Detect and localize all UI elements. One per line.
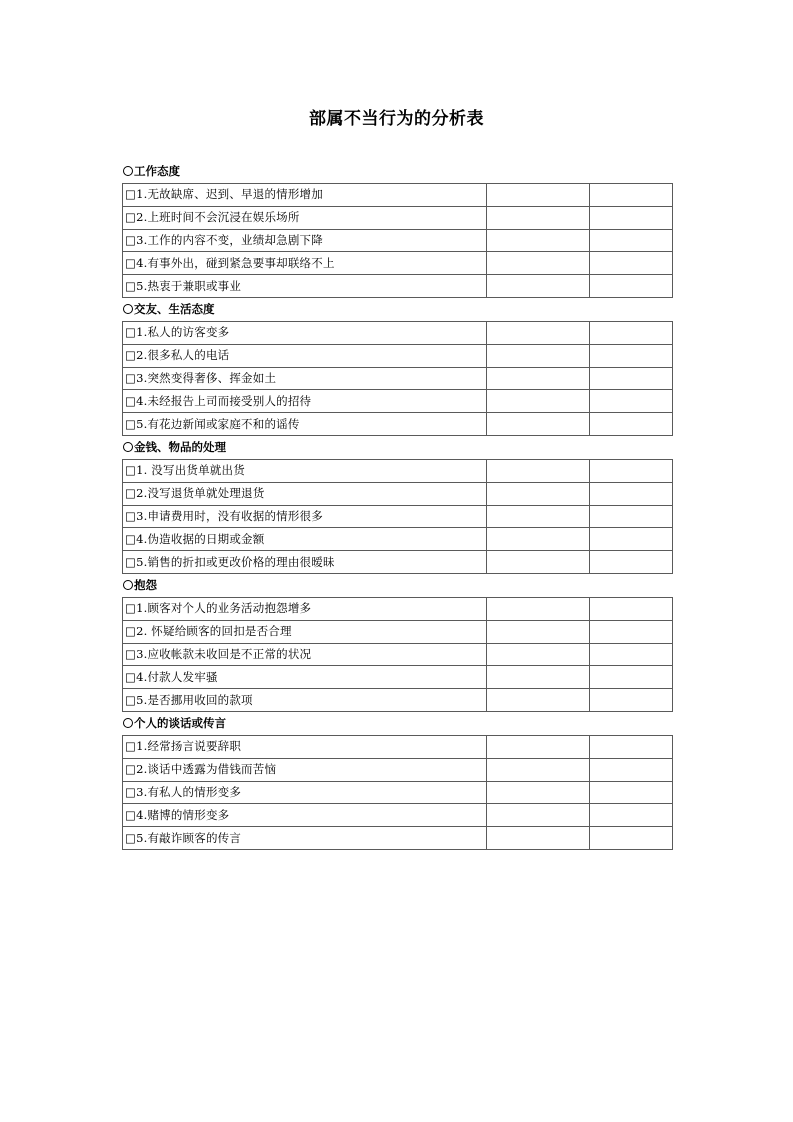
table-row [123,781,673,804]
remark-cell[interactable] [590,735,673,758]
remark-cell[interactable] [590,275,673,298]
item-label: 5.销售的折扣或更改价格的理由很暧昧 [136,554,335,569]
circle-bullet-icon [123,718,133,728]
item-label: 5.有敲诈顾客的传言 [136,830,242,845]
analysis-form [122,160,672,850]
circle-bullet-icon [123,166,133,176]
rating-cell[interactable] [487,229,590,252]
remark-cell[interactable] [590,321,673,344]
remark-cell[interactable] [590,827,673,850]
item-label: 4.有事外出，碰到紧急要事却联络不上 [136,255,335,270]
checkbox-icon[interactable]: □ [125,807,137,822]
table-row [123,390,673,413]
table-row [123,413,673,436]
table-row [123,344,673,367]
checkbox-icon[interactable]: □ [125,278,137,293]
item-label: 1.私人的访客变多 [136,325,230,340]
rating-cell[interactable] [487,781,590,804]
section-heading-social-life [122,298,672,321]
checkbox-icon[interactable]: □ [125,416,137,431]
item-label: 2. 怀疑给顾客的回扣是否合理 [136,624,292,639]
table-row [123,505,673,528]
rating-cell[interactable] [487,597,590,620]
item-cell[interactable] [123,827,487,850]
rating-cell[interactable] [487,689,590,712]
item-cell[interactable] [123,344,487,367]
item-cell[interactable] [123,229,487,252]
remark-cell[interactable] [590,505,673,528]
rating-cell[interactable] [487,390,590,413]
checkbox-icon[interactable]: □ [125,370,137,385]
rating-cell[interactable] [487,344,590,367]
rating-cell[interactable] [487,827,590,850]
item-cell[interactable] [123,413,487,436]
table-row [123,689,673,712]
section-table-complaints [122,597,673,712]
remark-cell[interactable] [590,367,673,390]
table-row [123,666,673,689]
item-cell[interactable] [123,620,487,643]
section-heading-text: 工作态度 [134,164,180,178]
item-cell[interactable] [123,390,487,413]
rating-cell[interactable] [487,413,590,436]
section-heading-work-attitude [122,160,672,183]
item-cell[interactable] [123,689,487,712]
rating-cell[interactable] [487,735,590,758]
checkbox-icon[interactable]: □ [125,393,137,408]
page-title: 部属不当行为的分析表 [309,109,484,129]
remark-cell[interactable] [590,390,673,413]
remark-cell[interactable] [590,620,673,643]
circle-bullet-icon [123,580,133,590]
rating-cell[interactable] [487,184,590,207]
item-label: 1. 没写出货单就出货 [136,463,245,478]
remark-cell[interactable] [590,689,673,712]
item-cell[interactable] [123,758,487,781]
item-cell[interactable] [123,367,487,390]
section-heading-text: 交友、生活态度 [134,301,215,316]
table-row [123,206,673,229]
item-label: 2.很多私人的电话 [136,348,230,363]
table-row [123,758,673,781]
rating-cell[interactable] [487,620,590,643]
rating-cell[interactable] [487,804,590,827]
circle-bullet-icon [123,442,133,452]
section-table-work-attitude [122,183,673,298]
table-row [123,620,673,643]
checkbox-icon[interactable]: □ [125,762,137,777]
item-label: 1.无故缺席、迟到、早退的情形增加 [136,187,323,202]
table-row [123,597,673,620]
item-label: 4.未经报告上司而接受别人的招待 [136,393,312,408]
item-label: 5.热衷于兼职或事业 [136,278,242,293]
table-row [123,184,673,207]
item-label: 3.申请费用时，没有收据的情形很多 [136,508,323,523]
rating-cell[interactable] [487,528,590,551]
remark-cell[interactable] [590,184,673,207]
remark-cell[interactable] [590,758,673,781]
item-cell[interactable] [123,804,487,827]
remark-cell[interactable] [590,413,673,436]
checkbox-icon[interactable]: □ [125,486,137,501]
item-label: 3.有私人的情形变多 [136,784,242,799]
checkbox-icon[interactable]: □ [125,669,137,684]
rating-cell[interactable] [487,758,590,781]
checkbox-icon[interactable]: □ [125,554,137,569]
section-table-social-life [122,321,673,436]
rating-cell[interactable] [487,275,590,298]
item-cell[interactable] [123,184,487,207]
remark-cell[interactable] [590,666,673,689]
item-cell[interactable] [123,781,487,804]
table-row [123,275,673,298]
table-row [123,528,673,551]
item-label: 4.付款人发牢骚 [136,669,218,684]
table-row [123,551,673,574]
checkbox-icon[interactable]: □ [125,210,137,225]
item-label: 3.突然变得奢侈、挥金如土 [136,370,277,385]
table-row [123,804,673,827]
item-label: 4.伪造收据的日期或金额 [136,531,265,546]
section-heading-text: 个人的谈话或传言 [134,715,226,730]
rating-cell[interactable] [487,252,590,275]
table-row [123,643,673,666]
table-row [123,827,673,850]
item-cell[interactable] [123,666,487,689]
rating-cell[interactable] [487,206,590,229]
rating-cell[interactable] [487,643,590,666]
remark-cell[interactable] [590,551,673,574]
item-cell[interactable] [123,551,487,574]
table-row [123,321,673,344]
checkbox-icon[interactable]: □ [125,739,137,754]
item-cell[interactable] [123,528,487,551]
table-row [123,252,673,275]
remark-cell[interactable] [590,597,673,620]
rating-cell[interactable] [487,482,590,505]
item-label: 3.工作的内容不变，业绩却急剧下降 [136,232,323,247]
section-heading-text: 金钱、物品的处理 [134,439,226,454]
remark-cell[interactable] [590,344,673,367]
remark-cell[interactable] [590,206,673,229]
checkbox-icon[interactable]: □ [125,348,137,363]
item-cell[interactable] [123,643,487,666]
item-label: 5.有花边新闻或家庭不和的谣传 [136,416,300,431]
item-cell[interactable] [123,505,487,528]
remark-cell[interactable] [590,459,673,482]
item-cell[interactable] [123,735,487,758]
checkbox-icon[interactable]: □ [125,232,137,247]
rating-cell[interactable] [487,367,590,390]
checkbox-icon[interactable]: □ [125,784,137,799]
rating-cell[interactable] [487,551,590,574]
rating-cell[interactable] [487,459,590,482]
table-row [123,367,673,390]
remark-cell[interactable] [590,252,673,275]
remark-cell[interactable] [590,482,673,505]
item-cell[interactable] [123,459,487,482]
circle-bullet-icon [123,304,133,314]
table-row [123,482,673,505]
checkbox-icon[interactable]: □ [125,830,137,845]
checkbox-icon[interactable]: □ [125,624,137,639]
checkbox-icon[interactable]: □ [125,692,137,707]
item-cell[interactable] [123,252,487,275]
item-label: 2.谈话中透露为借钱而苦恼 [136,762,277,777]
item-cell[interactable] [123,275,487,298]
table-row [123,735,673,758]
item-label: 1.顾客对个人的业务活动抱怨增多 [136,601,312,616]
item-cell[interactable] [123,597,487,620]
section-heading-text: 抱怨 [134,577,157,592]
section-table-personal-talk [122,735,673,850]
item-cell[interactable] [123,482,487,505]
checkbox-icon[interactable]: □ [125,255,137,270]
remark-cell[interactable] [590,229,673,252]
item-label: 4.赌博的情形变多 [136,807,230,822]
section-heading-complaints [122,574,672,597]
checkbox-icon[interactable]: □ [125,463,137,478]
checkbox-icon[interactable]: □ [125,325,137,340]
checkbox-icon[interactable]: □ [125,187,137,202]
section-heading-personal-talk [122,712,672,735]
item-cell[interactable] [123,206,487,229]
remark-cell[interactable] [590,804,673,827]
checkbox-icon[interactable]: □ [125,646,137,661]
section-table-money-goods [122,459,673,574]
remark-cell[interactable] [590,528,673,551]
item-label: 5.是否挪用收回的款项 [136,692,253,707]
rating-cell[interactable] [487,505,590,528]
item-label: 2.上班时间不会沉浸在娱乐场所 [136,210,300,225]
rating-cell[interactable] [487,666,590,689]
table-row [123,229,673,252]
checkbox-icon[interactable]: □ [125,508,137,523]
section-heading-money-goods [122,436,672,459]
item-cell[interactable] [123,321,487,344]
checkbox-icon[interactable]: □ [125,531,137,546]
item-label: 2.没写退货单就处理退货 [136,486,265,501]
item-label: 3.应收帐款未收回是不正常的状况 [136,646,312,661]
item-label: 1.经常扬言说要辞职 [136,739,242,754]
table-row [123,459,673,482]
remark-cell[interactable] [590,781,673,804]
checkbox-icon[interactable]: □ [125,601,137,616]
remark-cell[interactable] [590,643,673,666]
rating-cell[interactable] [487,321,590,344]
